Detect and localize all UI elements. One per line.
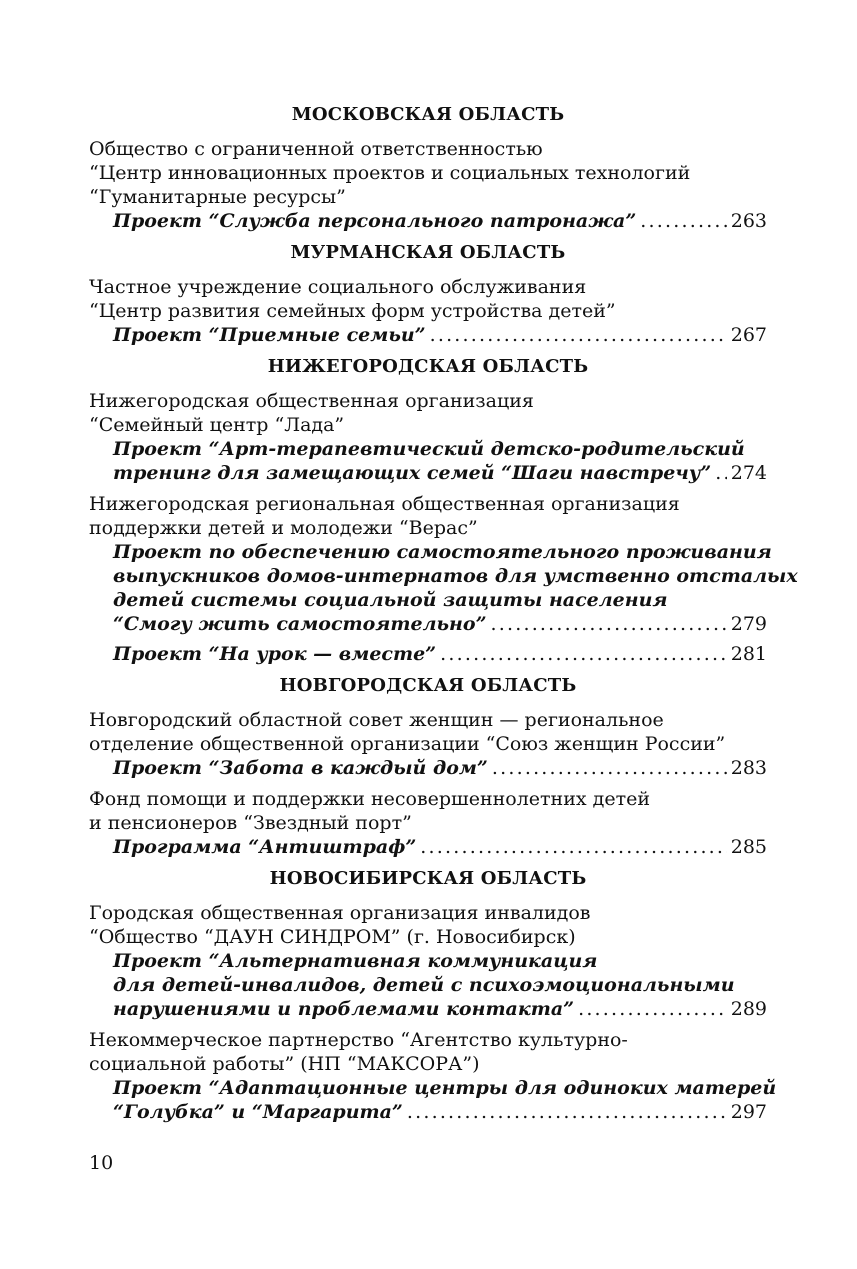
page-reference: 283 — [730, 757, 767, 779]
region-heading: НИЖЕГОРОДСКАЯ ОБЛАСТЬ — [267, 356, 589, 377]
toc-entry — [89, 787, 767, 859]
toc-entry — [89, 389, 767, 485]
toc-entry — [89, 137, 767, 233]
project-toc-row[interactable] — [89, 209, 767, 233]
project-title-line: Проект “Приемные семьи” — [113, 324, 426, 346]
organization-line: отделение общественной организации “Союз женщин России” — [89, 733, 726, 755]
organization-line: “Семейный центр “Лада” — [89, 414, 345, 436]
dot-leader — [430, 323, 727, 347]
organization-line: и пенсионеров “Звездный порт” — [89, 812, 412, 834]
project-title-line: Проект “Служба персонального патронажа” — [113, 210, 637, 232]
region-heading: НОВОСИБИРСКАЯ ОБЛАСТЬ — [269, 868, 587, 889]
dot-leader — [420, 835, 726, 859]
organization-line: Нижегородская общественная организация — [89, 390, 534, 412]
organization-line: социальной работы” (НП “МАКСОРА”) — [89, 1053, 480, 1075]
organization-line: “Центр инновационных проектов и социальных технологий — [89, 162, 691, 184]
project-toc-row[interactable] — [89, 323, 767, 347]
project-toc-row[interactable] — [89, 461, 767, 485]
region-heading: МОСКОВСКАЯ ОБЛАСТЬ — [291, 104, 565, 125]
project-toc-row[interactable] — [89, 612, 767, 636]
organization-line: Новгородский областной совет женщин — региональное — [89, 709, 664, 731]
project-title-line: “Голубка” и “Маргарита” — [113, 1101, 403, 1123]
project-title-line: Проект “Арт-терапевтический детско-родительский — [113, 438, 745, 460]
project-title-line: Проект “Забота в каждый дом” — [113, 757, 488, 779]
project-title-line: детей системы социальной защиты населения — [113, 589, 668, 611]
project-toc-row[interactable] — [89, 642, 767, 666]
page-reference: 285 — [730, 836, 767, 858]
project-toc-row[interactable] — [89, 1100, 767, 1124]
organization-line: Общество с ограниченной ответственностью — [89, 138, 543, 160]
page-reference: 274 — [730, 462, 767, 484]
project-title-line: нарушениями и проблемами контакта” — [113, 998, 575, 1020]
project-title-line: Проект по обеспечению самостоятельного проживания — [113, 541, 772, 563]
project-title-line: “Смогу жить самостоятельно” — [113, 613, 487, 635]
project-title-line: Проект “Альтернативная коммуникация — [113, 950, 598, 972]
dot-leader — [440, 642, 727, 666]
project-toc-row[interactable] — [89, 835, 767, 859]
project-title-line: Проект “Адаптационные центры для одиноких матерей — [113, 1077, 777, 1099]
page-reference: 289 — [730, 998, 767, 1020]
toc-entry — [89, 901, 767, 1021]
dot-leader — [492, 756, 727, 780]
project-title-line: Проект “На урок — вместе” — [113, 643, 437, 665]
toc-entry — [89, 492, 798, 666]
project-title-line: тренинг для замещающих семей “Шаги навстречу” — [113, 462, 712, 484]
page-reference: 279 — [730, 613, 767, 635]
organization-line: Нижегородская региональная общественная организация — [89, 493, 680, 515]
project-title-line: Программа “Антиштраф” — [113, 836, 417, 858]
organization-line: поддержки детей и молодежи “Верас” — [89, 517, 478, 539]
organization-line: “Гуманитарные ресурсы” — [89, 186, 346, 208]
table-of-contents — [89, 102, 798, 1131]
dot-leader — [640, 209, 726, 233]
page-reference: 297 — [730, 1101, 767, 1123]
project-title-line: выпускников домов-интернатов для умственно отсталых — [113, 565, 798, 587]
project-title-line: для детей-инвалидов, детей с психоэмоциональными — [113, 974, 735, 996]
organization-line: Некоммерческое партнерство “Агентство культурно- — [89, 1029, 628, 1051]
dot-leader — [578, 997, 727, 1021]
project-toc-row[interactable] — [89, 756, 767, 780]
page-reference: 263 — [730, 210, 767, 232]
region-heading: НОВГОРОДСКАЯ ОБЛАСТЬ — [279, 675, 577, 696]
page-reference: 281 — [730, 643, 767, 665]
toc-entry — [89, 708, 767, 780]
organization-line: Городская общественная организация инвалидов — [89, 902, 591, 924]
dot-leader — [715, 461, 727, 485]
organization-line: Фонд помощи и поддержки несовершеннолетних детей — [89, 788, 651, 810]
toc-entry — [89, 1028, 777, 1124]
dot-leader — [407, 1100, 727, 1124]
dot-leader — [491, 612, 727, 636]
toc-entry — [89, 275, 767, 347]
organization-line: Частное учреждение социального обслуживания — [89, 276, 587, 298]
region-heading: МУРМАНСКАЯ ОБЛАСТЬ — [290, 242, 566, 263]
page-reference: 267 — [730, 324, 767, 346]
page-number: 10 — [89, 1152, 114, 1174]
project-toc-row[interactable] — [89, 997, 767, 1021]
organization-line: “Центр развития семейных форм устройства детей” — [89, 300, 616, 322]
organization-line: “Общество “ДАУН СИНДРОМ” (г. Новосибирск) — [89, 926, 576, 948]
